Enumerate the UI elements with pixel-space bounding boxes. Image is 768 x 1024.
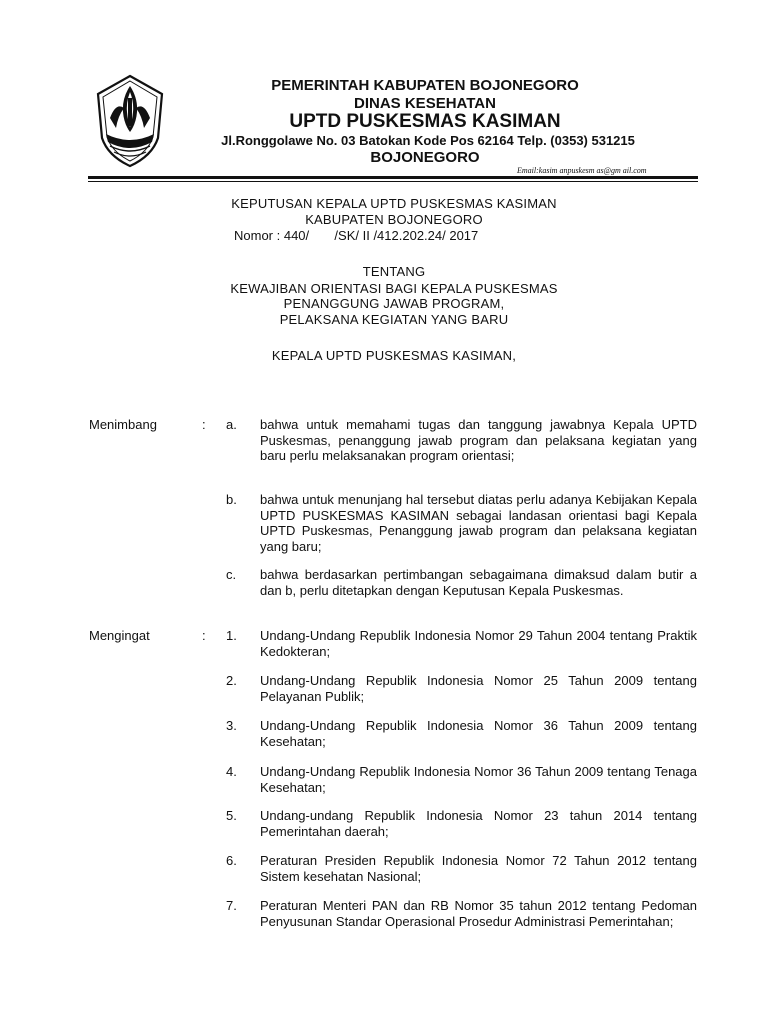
bojonegoro-seal-logo (92, 72, 168, 170)
menimbang-item-c-marker: c. (226, 567, 237, 582)
mengingat-item-4-marker: 4. (226, 764, 237, 779)
mengingat-item-2-marker: 2. (226, 673, 237, 688)
mengingat-item-6-text: Peraturan Presiden Republik Indonesia Nomor 72 Tahun 2012 tentang Sistem kesehatan Nasional; (260, 853, 697, 884)
header-divider-thick (88, 176, 698, 179)
mengingat-colon: : (202, 628, 206, 643)
menimbang-label: Menimbang (89, 417, 157, 432)
header-email: Email:kasim anpuskesm as@gm ail.com (517, 166, 647, 175)
mengingat-item-1-text: Undang-Undang Republik Indonesia Nomor 29 Tahun 2004 tentang Praktik Kedokteran; (260, 628, 697, 659)
decree-number: Nomor : 440/ /SK/ II /412.202.24/ 2017 (234, 228, 479, 243)
mengingat-item-7-marker: 7. (226, 898, 237, 913)
menimbang-item-a-marker: a. (226, 417, 237, 432)
menimbang-item-c-text: bahwa berdasarkan pertimbangan sebagaimana dimaksud dalam butir a dan b, perlu ditetapkan dengan Keputusan Kepala Puskesmas. (260, 567, 697, 598)
mengingat-item-5-text: Undang-undang Republik Indonesia Nomor 23 tahun 2014 tentang Pemerintahan daerah; (260, 808, 697, 839)
menimbang-colon: : (202, 417, 206, 432)
decree-title: KEPUTUSAN KEPALA UPTD PUSKESMAS KASIMAN (231, 196, 557, 211)
menimbang-item-a-text: bahwa untuk memahami tugas dan tanggung jawabnya Kepala UPTD Puskesmas, penanggung jawab program dan pelaksana kegiatan yang baru perlu melaksanakan program orientasi; (260, 417, 697, 463)
header-divider-thin (88, 181, 698, 182)
mengingat-item-2-text: Undang-Undang Republik Indonesia Nomor 25 Tahun 2009 tentang Pelayanan Publik; (260, 673, 697, 704)
mengingat-item-1-marker: 1. (226, 628, 237, 643)
header-department-name: DINAS KESEHATAN (354, 95, 496, 112)
decree-subject-line-1: KEWAJIBAN ORIENTASI BAGI KEPALA PUSKESMAS (230, 281, 558, 296)
mengingat-item-7-text: Peraturan Menteri PAN dan RB Nomor 35 tahun 2012 tentang Pedoman Penyusunan Standar Operasional Prosedur Administrasi Pemerintahan; (260, 898, 697, 929)
mengingat-item-3-text: Undang-Undang Republik Indonesia Nomor 36 Tahun 2009 tentang Kesehatan; (260, 718, 697, 749)
header-address: Jl.Ronggolawe No. 03 Batokan Kode Pos 62164 Telp. (0353) 531215 (221, 133, 635, 148)
mengingat-item-6-marker: 6. (226, 853, 237, 868)
header-institution-name: UPTD PUSKESMAS KASIMAN (289, 111, 561, 132)
decree-regency: KABUPATEN BOJONEGORO (305, 212, 483, 227)
decree-subject-line-2: PENANGGUNG JAWAB PROGRAM, (283, 296, 505, 311)
menimbang-item-b-text: bahwa untuk menunjang hal tersebut diatas perlu adanya Kebijakan Kepala UPTD PUSKESMAS KASIMAN sebagai landasan orientasi bagi Kepala UPTD Puskesmas, Penanggung jawab program dan pelaksana kegiatan yang baru; (260, 492, 697, 554)
mengingat-item-4-text: Undang-Undang Republik Indonesia Nomor 36 Tahun 2009 tentang Tenaga Kesehatan; (260, 764, 697, 795)
decree-subject-line-3: PELAKSANA KEGIATAN YANG BARU (279, 312, 509, 327)
mengingat-item-3-marker: 3. (226, 718, 237, 733)
mengingat-label: Mengingat (89, 628, 150, 643)
header-government-name: PEMERINTAH KABUPATEN BOJONEGORO (271, 77, 579, 94)
header-city: BOJONEGORO (370, 149, 480, 166)
decree-issuer: KEPALA UPTD PUSKESMAS KASIMAN, (271, 348, 517, 363)
tentang-heading: TENTANG (362, 264, 426, 279)
menimbang-item-b-marker: b. (226, 492, 237, 507)
mengingat-item-5-marker: 5. (226, 808, 237, 823)
